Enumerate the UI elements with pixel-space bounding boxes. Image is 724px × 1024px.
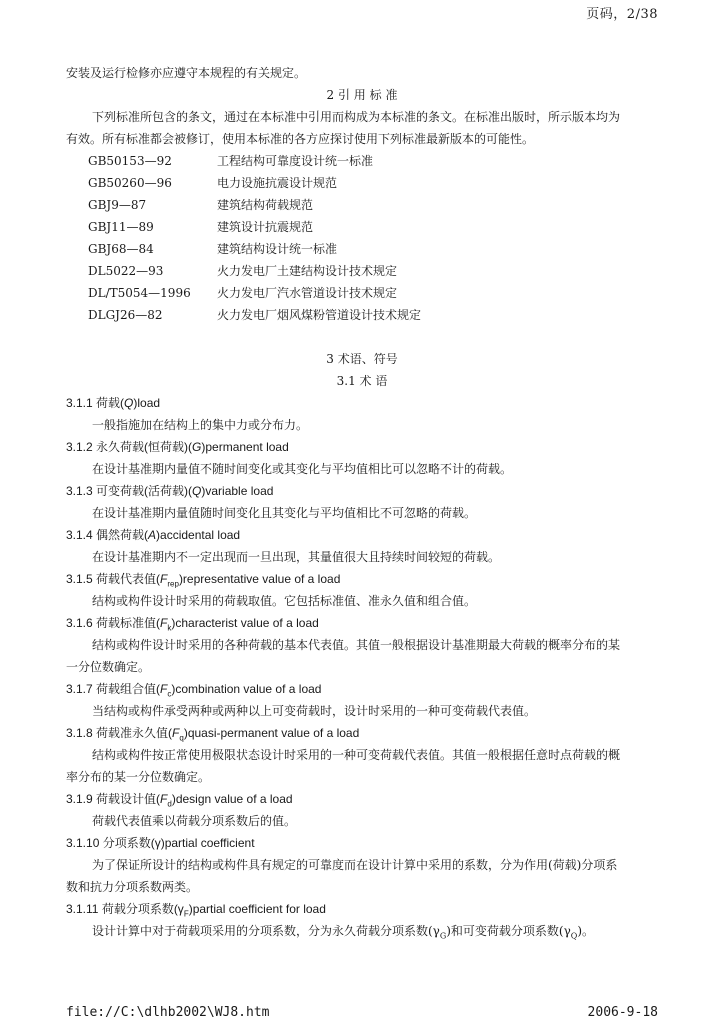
desc-text: )。 bbox=[577, 924, 595, 938]
term-heading bbox=[66, 480, 658, 502]
desc-subscript: G bbox=[439, 931, 447, 941]
term-number: 3.1.10 bbox=[66, 836, 103, 850]
reference-title: 建筑结构设计统一标准 bbox=[217, 242, 338, 256]
term-name: 永久荷载(恒荷载)( bbox=[96, 440, 193, 454]
reference-title: 工程结构可靠度设计统一标准 bbox=[217, 154, 374, 168]
desc-text: 设计计算中对于荷载项采用的分项系数，分为永久荷载分项系数(γ bbox=[92, 924, 440, 938]
term-description: 荷载代表值乘以荷载分项系数后的值。 bbox=[92, 814, 297, 828]
term-name: 荷载组合值( bbox=[96, 682, 161, 696]
term-name: 荷载准永久值( bbox=[96, 726, 173, 740]
reference-title: 火力发电厂烟风煤粉管道设计技术规定 bbox=[217, 308, 422, 322]
term-number: 3.1.7 bbox=[66, 682, 97, 696]
term-symbol: F bbox=[160, 792, 168, 806]
term-symbol: F bbox=[172, 726, 180, 740]
print-date: 2006-9-18 bbox=[587, 1005, 658, 1020]
term-symbol-subscript: c bbox=[167, 689, 172, 699]
term-description: 结构或构件设计时采用的各种荷载的基本代表值。其值一般根据设计基准期最大荷载的概率分布的某 bbox=[92, 638, 621, 652]
term-english: )quasi-permanent value of a load bbox=[183, 726, 360, 740]
term-name: 分项系数(γ)partial coefficient bbox=[102, 836, 255, 850]
reference-code: GBJ11—89 bbox=[88, 220, 154, 234]
reference-title: 火力发电厂土建结构设计技术规定 bbox=[217, 264, 398, 278]
term-heading bbox=[66, 722, 658, 744]
term-heading bbox=[66, 832, 658, 854]
reference-code: DL5022—93 bbox=[88, 264, 164, 278]
term-heading bbox=[66, 392, 658, 414]
term-symbol: F bbox=[160, 682, 168, 696]
term-english: )variable load bbox=[201, 484, 274, 498]
term-name: 荷载代表值( bbox=[96, 572, 161, 586]
document-body bbox=[66, 62, 658, 942]
term-number: 3.1.9 bbox=[66, 792, 97, 806]
reference-title: 建筑设计抗震规范 bbox=[217, 220, 314, 234]
desc-text: )和可变荷载分项系数(γ bbox=[446, 924, 571, 938]
page-footer bbox=[66, 1005, 658, 1020]
reference-row bbox=[66, 238, 658, 260]
term-symbol-subscript: rep bbox=[167, 579, 179, 589]
page-number: 页码，2/38 bbox=[586, 7, 658, 22]
term-english: )representative value of a load bbox=[178, 572, 341, 586]
term-heading bbox=[66, 568, 658, 590]
reference-row bbox=[66, 172, 658, 194]
term-number: 3.1.6 bbox=[66, 616, 97, 630]
term-description: 在设计基准期内不一定出现而一旦出现，其量值很大且持续时间较短的荷载。 bbox=[92, 550, 501, 564]
reference-title: 电力设施抗震设计规范 bbox=[217, 176, 338, 190]
term-description: 率分布的某一分位数确定。 bbox=[66, 770, 211, 784]
term-symbol: Q bbox=[192, 484, 202, 498]
intro-line: 安装及运行检修亦应遵守本规程的有关规定。 bbox=[66, 66, 307, 80]
term-symbol: G bbox=[192, 440, 202, 454]
section-3-title: 3 术语、符号 bbox=[326, 352, 398, 366]
reference-title: 火力发电厂汽水管道设计技术规定 bbox=[217, 286, 398, 300]
section-2-title: 2 引 用 标 准 bbox=[326, 88, 398, 102]
term-description: 一般指施加在结构上的集中力或分布力。 bbox=[92, 418, 309, 432]
term-name: 可变荷载(活荷载)( bbox=[96, 484, 193, 498]
term-description: 为了保证所设计的结构或构件具有规定的可靠度而在设计计算中采用的系数，分为作用(荷载)分项系 bbox=[92, 858, 618, 872]
term-heading bbox=[66, 612, 658, 634]
term-number: 3.1.2 bbox=[66, 440, 97, 454]
term-description bbox=[66, 920, 658, 942]
term-symbol: F bbox=[160, 572, 168, 586]
paragraph-line: 下列标准所包含的条文，通过在本标准中引用而构成为本标准的条文。在标准出版时，所示版本均为 bbox=[92, 110, 621, 124]
term-english: )permanent load bbox=[201, 440, 289, 454]
term-heading bbox=[66, 898, 658, 920]
reference-code: GBJ68—84 bbox=[88, 242, 154, 256]
term-name: 偶然荷载( bbox=[96, 528, 149, 542]
paragraph-line: 有效。所有标准都会被修订，使用本标准的各方应探讨使用下列标准最新版本的可能性。 bbox=[66, 132, 535, 146]
term-heading bbox=[66, 524, 658, 546]
reference-row bbox=[66, 150, 658, 172]
term-english: )design value of a load bbox=[171, 792, 293, 806]
term-description: 结构或构件按正常使用极限状态设计时采用的一种可变荷载代表值。其值一般根据任意时点荷载的概 bbox=[92, 748, 621, 762]
file-path: file://C:\dlhb2002\WJ8.htm bbox=[66, 1005, 270, 1020]
term-symbol-subscript: k bbox=[167, 623, 172, 633]
term-number: 3.1.5 bbox=[66, 572, 97, 586]
term-number: 3.1.8 bbox=[66, 726, 97, 740]
term-symbol-subscript: d bbox=[167, 799, 172, 809]
reference-code: DL/T5054—1996 bbox=[88, 286, 191, 300]
reference-code: GBJ9—87 bbox=[88, 198, 147, 212]
term-description: 在设计基准期内量值随时间变化且其变化与平均值相比不可忽略的荷载。 bbox=[92, 506, 477, 520]
term-name: 荷载标准值( bbox=[96, 616, 161, 630]
term-description: 当结构或构件承受两种或两种以上可变荷载时，设计时采用的一种可变荷载代表值。 bbox=[92, 704, 537, 718]
term-heading bbox=[66, 678, 658, 700]
term-number: 3.1.1 bbox=[66, 396, 97, 410]
term-symbol: Q bbox=[124, 396, 134, 410]
term-symbol: A bbox=[148, 528, 157, 542]
term-description: 数和抗力分项系数两类。 bbox=[66, 880, 199, 894]
section-3-1-subtitle: 3.1 术 语 bbox=[336, 374, 388, 388]
reference-row bbox=[66, 194, 658, 216]
term-english: )characterist value of a load bbox=[171, 616, 319, 630]
spacer bbox=[66, 326, 658, 348]
term-description: 结构或构件设计时采用的荷载取值。它包括标准值、准永久值和组合值。 bbox=[92, 594, 477, 608]
reference-row bbox=[66, 216, 658, 238]
reference-row bbox=[66, 304, 658, 326]
term-symbol-subscript: q bbox=[179, 733, 184, 743]
term-list bbox=[66, 392, 658, 942]
term-english: )combination value of a load bbox=[171, 682, 322, 696]
term-english: )partial coefficient for load bbox=[188, 902, 326, 916]
term-description: 一分位数确定。 bbox=[66, 660, 151, 674]
reference-code: GB50260—96 bbox=[88, 176, 172, 190]
term-number: 3.1.4 bbox=[66, 528, 97, 542]
term-symbol: F bbox=[160, 616, 168, 630]
term-symbol-subscript: F bbox=[183, 909, 189, 919]
term-english: )accidental load bbox=[156, 528, 241, 542]
reference-list bbox=[66, 150, 658, 326]
term-name: 荷载分项系数(γ bbox=[101, 902, 184, 916]
term-number: 3.1.3 bbox=[66, 484, 97, 498]
reference-code: DLGJ26—82 bbox=[88, 308, 163, 322]
desc-subscript: Q bbox=[570, 931, 578, 941]
reference-code: GB50153—92 bbox=[88, 154, 172, 168]
term-number: 3.1.11 bbox=[66, 902, 102, 916]
reference-row bbox=[66, 260, 658, 282]
reference-row bbox=[66, 282, 658, 304]
term-english: )load bbox=[133, 396, 161, 410]
term-description: 在设计基准期内量值不随时间变化或其变化与平均值相比可以忽略不计的荷载。 bbox=[92, 462, 513, 476]
term-name: 荷载设计值( bbox=[96, 792, 161, 806]
term-name: 荷载( bbox=[96, 396, 125, 410]
term-heading bbox=[66, 788, 658, 810]
term-heading bbox=[66, 436, 658, 458]
reference-title: 建筑结构荷载规范 bbox=[217, 198, 314, 212]
